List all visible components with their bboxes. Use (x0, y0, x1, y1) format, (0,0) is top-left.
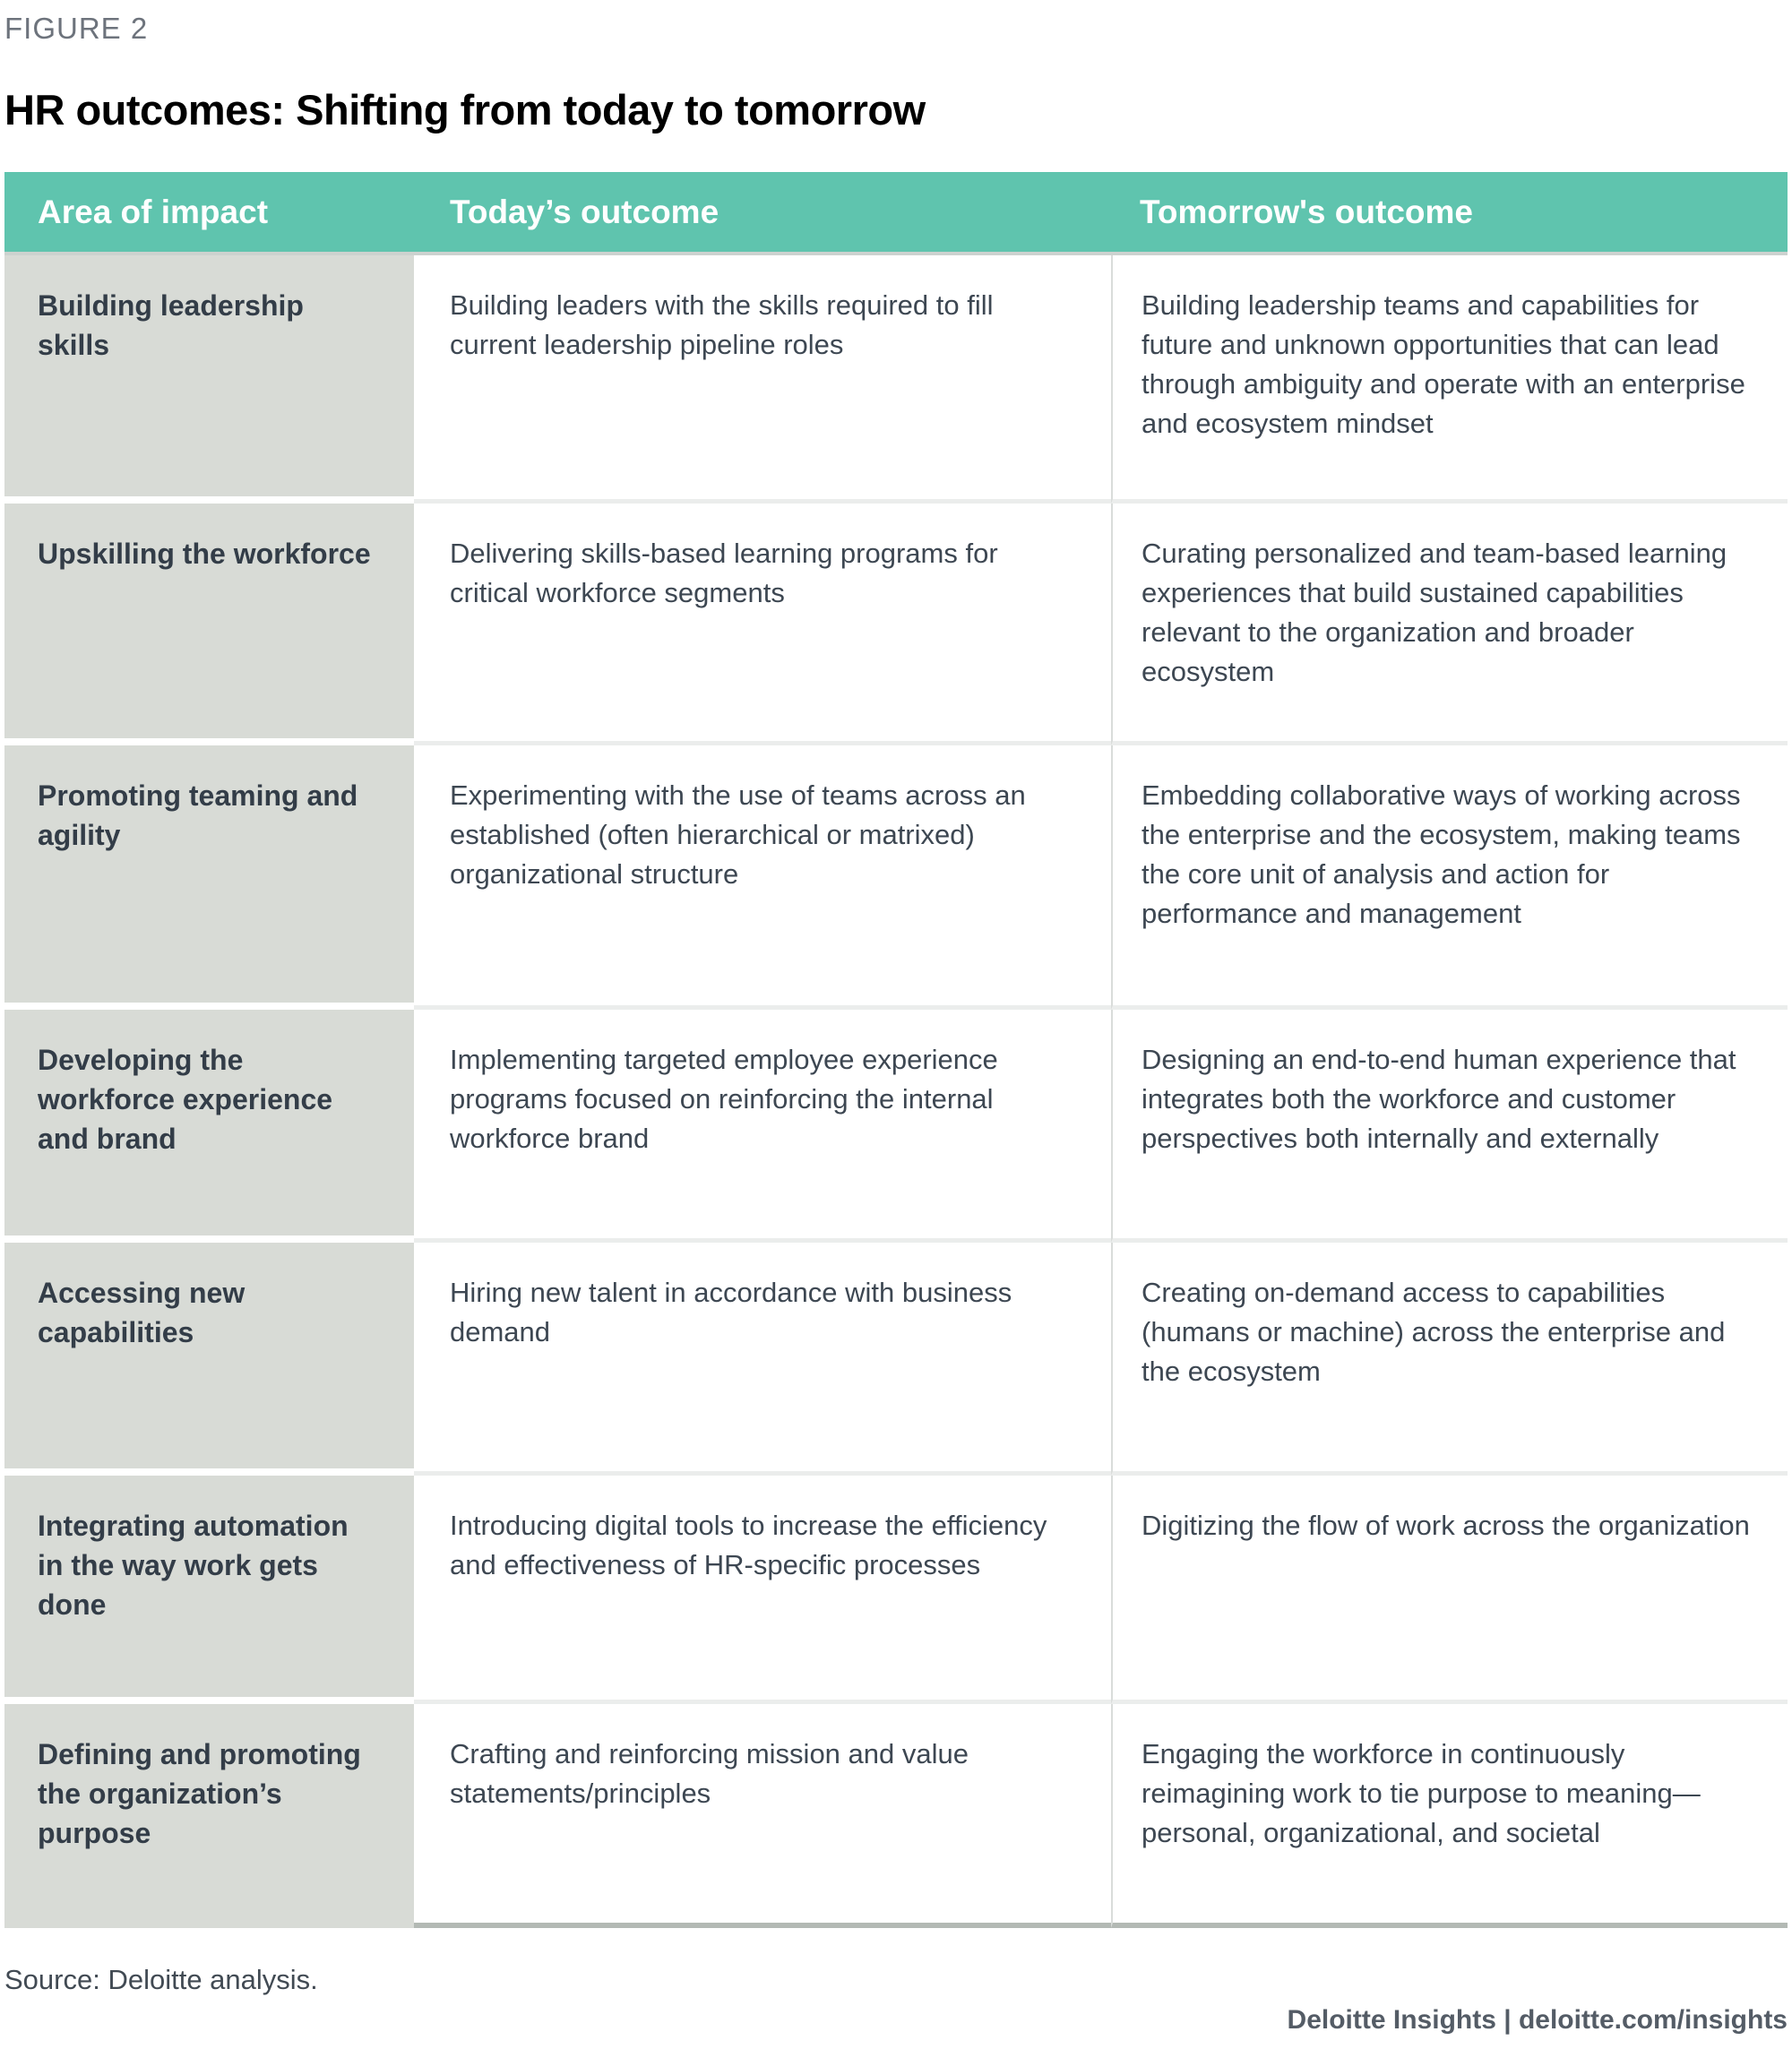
column-header-tomorrows-outcome: Tomorrow's outcome (1140, 193, 1473, 230)
todays-outcome-cell: Crafting and reinforcing mission and value statements/principles (414, 1704, 1111, 1928)
table-row (4, 1704, 1788, 1928)
hr-outcomes-table (4, 172, 1788, 1928)
area-of-impact-cell: Promoting teaming and agility (4, 745, 414, 1010)
column-header-area-of-impact: Area of impact (38, 193, 269, 230)
tomorrows-outcome-cell: Curating personalized and team-based learning experiences that build sustained capabilities relevant to the organization and broader ecosystem (1111, 504, 1788, 745)
table-header-row (4, 172, 1788, 255)
footer-brand: Deloitte Insights | deloitte.com/insights (1287, 2005, 1788, 2035)
tomorrows-outcome-cell: Digitizing the flow of work across the organization (1111, 1476, 1788, 1704)
table-row (4, 1243, 1788, 1476)
table-row (4, 745, 1788, 1010)
area-of-impact-cell: Building leadership skills (4, 255, 414, 504)
table-row (4, 1010, 1788, 1243)
todays-outcome-cell: Implementing targeted employee experience programs focused on reinforcing the internal workforce brand (414, 1010, 1111, 1243)
tomorrows-outcome-cell: Building leadership teams and capabilities for future and unknown opportunities that can lead through ambiguity and operate with an enterprise and ecosystem mindset (1111, 255, 1788, 504)
table-row (4, 504, 1788, 745)
column-header-todays-outcome: Today’s outcome (450, 193, 719, 230)
area-of-impact-cell: Accessing new capabilities (4, 1243, 414, 1476)
source-note: Source: Deloitte analysis. (4, 1964, 318, 1995)
table-row (4, 1476, 1788, 1704)
area-of-impact-cell: Upskilling the workforce (4, 504, 414, 745)
figure-title: HR outcomes: Shifting from today to tomorrow (4, 86, 926, 133)
todays-outcome-cell: Hiring new talent in accordance with business demand (414, 1243, 1111, 1476)
tomorrows-outcome-cell: Creating on-demand access to capabilities (humans or machine) across the enterprise and the ecosystem (1111, 1243, 1788, 1476)
todays-outcome-cell: Experimenting with the use of teams across an established (often hierarchical or matrixed) organizational structure (414, 745, 1111, 1010)
todays-outcome-cell: Introducing digital tools to increase the efficiency and effectiveness of HR-specific processes (414, 1476, 1111, 1704)
area-of-impact-cell: Integrating automation in the way work gets done (4, 1476, 414, 1704)
todays-outcome-cell: Building leaders with the skills required to fill current leadership pipeline roles (414, 255, 1111, 504)
area-of-impact-cell: Developing the workforce experience and brand (4, 1010, 414, 1243)
tomorrows-outcome-cell: Embedding collaborative ways of working across the enterprise and the ecosystem, making teams the core unit of analysis and action for performance and management (1111, 745, 1788, 1010)
table-row (4, 255, 1788, 504)
figure-label: FIGURE 2 (4, 12, 149, 45)
tomorrows-outcome-cell: Designing an end-to-end human experience that integrates both the workforce and customer perspectives both internally and externally (1111, 1010, 1788, 1243)
tomorrows-outcome-cell: Engaging the workforce in continuously reimagining work to tie purpose to meaning—personal, organizational, and societal (1111, 1704, 1788, 1928)
todays-outcome-cell: Delivering skills-based learning programs for critical workforce segments (414, 504, 1111, 745)
area-of-impact-cell: Defining and promoting the organization’s purpose (4, 1704, 414, 1928)
